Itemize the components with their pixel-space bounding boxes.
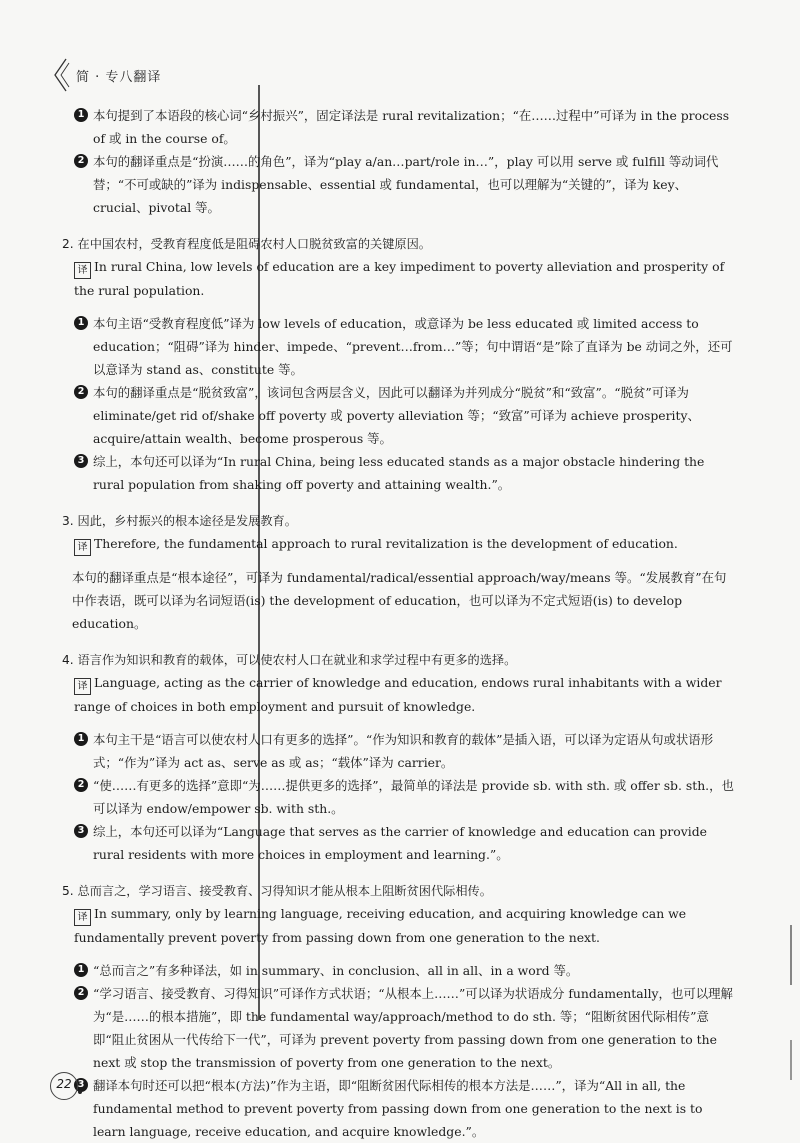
note-number: 1	[74, 732, 88, 746]
note-item	[74, 959, 736, 982]
note-text: 综上，本句还可以译为“Language that serves as the carrier of knowledge and education can provide rural residents with more choices in employment and learning.”。	[93, 824, 707, 862]
note-item	[74, 150, 736, 219]
note-number: 2	[74, 154, 88, 168]
question-2: 2. 在中国农村，受教育程度低是阻碍农村人口脱贫致富的关键原因。	[62, 237, 431, 251]
page-number	[50, 1072, 80, 1102]
translation-3	[74, 532, 736, 556]
note-item	[74, 104, 736, 150]
note-number: 2	[74, 986, 88, 1000]
translation-mark: 译	[74, 539, 91, 556]
question-4: 4. 语言作为知识和教育的载体，可以使农村人口在就业和求学过程中有更多的选择。	[62, 653, 517, 667]
note-item	[74, 820, 736, 866]
note-text: 本句的翻译重点是“脱贫致富”，该词包含两层含义，因此可以翻译为并列成分“脱贫”和“致富”。“脱贫”可译为 eliminate/get rid of/shake off poverty 或 poverty alleviation 等；“致富”可译为 achieve prosperity、acquire/attain wealth、become prosperous 等。	[93, 385, 700, 446]
page-number-text: 22	[56, 1077, 72, 1091]
scan-edge-mark	[790, 925, 792, 985]
translation-text: In rural China, low levels of education are a key impediment to poverty alleviation and prosperity of the rural population.	[74, 259, 725, 298]
scan-edge-mark	[790, 1040, 792, 1080]
note-item	[74, 450, 736, 496]
question-3: 3. 因此，乡村振兴的根本途径是发展教育。	[62, 514, 297, 528]
translation-text: In summary, only by learning language, receiving education, and acquiring knowledge can we fundamentally prevent poverty from passing down from one generation to the next.	[74, 906, 687, 945]
translation-2	[74, 255, 736, 302]
note-number: 3	[74, 824, 88, 838]
page-header	[52, 58, 161, 92]
note-number: 3	[74, 1078, 88, 1092]
note-number: 1	[74, 316, 88, 330]
note-number: 2	[74, 385, 88, 399]
note-item	[74, 1074, 736, 1143]
note-item	[74, 774, 736, 820]
note-text: “使……有更多的选择”意即“为……提供更多的选择”，最简单的译法是 provide sb. with sth. 或 offer sb. sth.，也可以译为 endow/empower sb. with sth.。	[93, 778, 734, 816]
translation-text: Language, acting as the carrier of knowledge and education, endows rural inhabitants with a wider range of choices in both employment and pursuit of knowledge.	[74, 675, 722, 714]
note-text: 本句的翻译重点是“扮演……的角色”，译为“play a/an…part/role in…”，play 可以用 serve 或 fulfill 等动词代替；“不可或缺的”译为 indispensable、essential 或 fundamental，也可以理解为“关键的”，译为 key、crucial、pivotal 等。	[93, 154, 719, 215]
note-item	[74, 312, 736, 381]
note-item	[74, 381, 736, 450]
note-text: 综上，本句还可以译为“In rural China, being less educated stands as a major obstacle hindering the rural population from shaking off poverty and attaining wealth.”。	[93, 454, 705, 492]
note-text: 本句主干是“语言可以使农村人口有更多的选择”。“作为知识和教育的载体”是插入语，可以译为定语从句或状语形式；“作为”译为 act as、serve as 或 as；“载体”译为 carrier。	[93, 732, 714, 770]
header-bracket-icon	[52, 58, 70, 92]
note-text: 翻译本句时还可以把“根本(方法)”作为主语，即“阻断贫困代际相传的根本方法是……”，译为“All in all, the fundamental method to prevent poverty from passing down from one generation to the next is to learn language, receive education, and acquire knowledge.”。	[93, 1078, 703, 1139]
note-text: 本句主语“受教育程度低”译为 low levels of education，或意译为 be less educated 或 limited access to education；“阻碍”译为 hinder、impede、“prevent…from…”等；句中谓语“是”除了直译为 be 动词之外，还可以意译为 stand as、constitute 等。	[93, 316, 733, 377]
note-text: 本句提到了本语段的核心词“乡村振兴”，固定译法是 rural revitalization；“在……过程中”可译为 in the process of 或 in the course of。	[93, 108, 730, 146]
translation-5	[74, 902, 736, 949]
note-number: 2	[74, 778, 88, 792]
note-item	[74, 982, 736, 1074]
note-number: 1	[74, 108, 88, 122]
translation-text: Therefore, the fundamental approach to rural revitalization is the development of education.	[94, 536, 678, 551]
note-text: “总而言之”有多种译法，如 in summary、in conclusion、all in all、in a word 等。	[93, 963, 579, 978]
note-number: 3	[74, 454, 88, 468]
header-title: 简 · 专八翻译	[76, 69, 162, 85]
question-5: 5. 总而言之，学习语言、接受教育、习得知识才能从根本上阻断贫困代际相传。	[62, 884, 492, 898]
translation-mark: 译	[74, 678, 91, 695]
note-text: “学习语言、接受教育、习得知识”可译作方式状语；“从根本上……”可以译为状语成分 fundamentally，也可以理解为“是……的根本措施”，即 the fundamental way/approach/method to do sth. 等；“阻断贫困代际相传”意即“阻止贫困从一代传给下一代”，可译为 prevent poverty from passing down from one generation to the next 或 stop the transmission of poverty from one generation to the next。	[93, 986, 733, 1070]
translation-mark: 译	[74, 909, 91, 926]
note-item	[74, 728, 736, 774]
note-number: 1	[74, 963, 88, 977]
translation-mark: 译	[74, 262, 91, 279]
page-number-dot	[78, 1090, 82, 1094]
note-paragraph: 本句的翻译重点是“根本途径”，可译为 fundamental/radical/essential approach/way/means 等。“发展教育”在句中作表语，既可以译为名词短语(is) the development of education，也可以译为不定式短语(is) to develop education。	[72, 570, 727, 631]
translation-4	[74, 671, 736, 718]
